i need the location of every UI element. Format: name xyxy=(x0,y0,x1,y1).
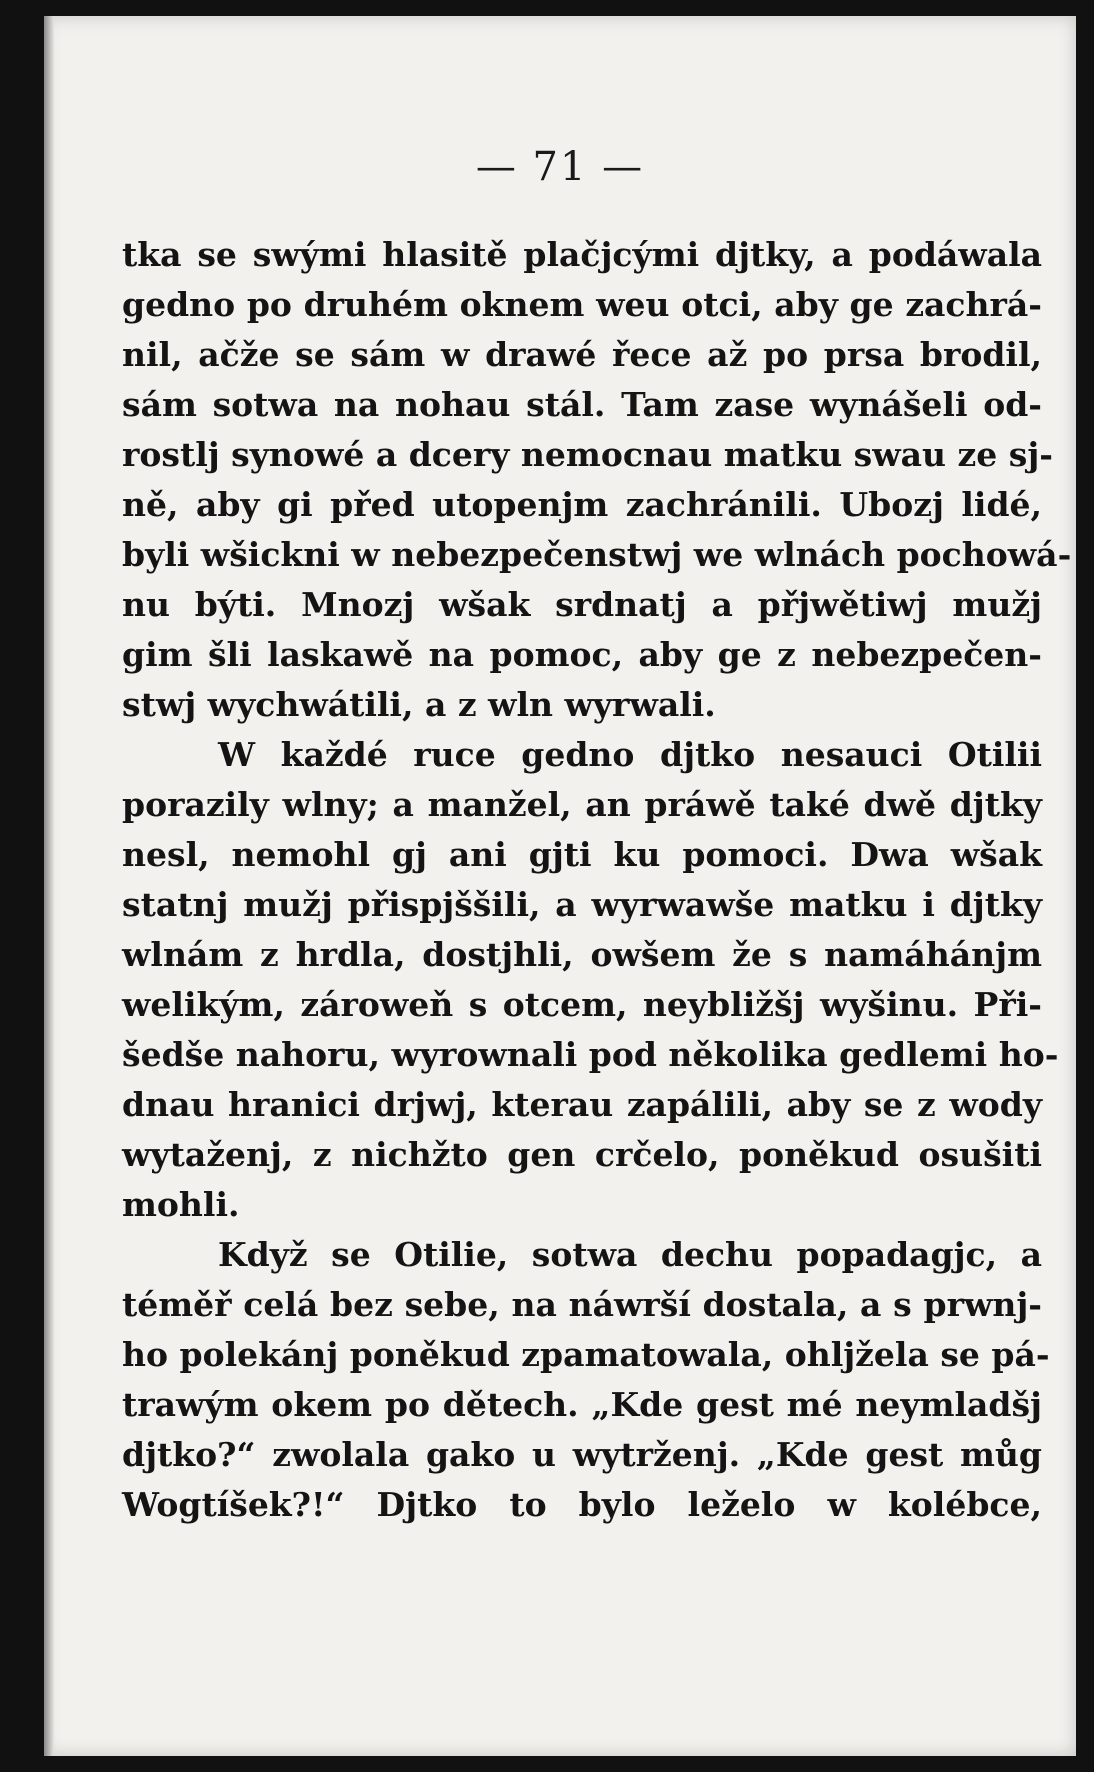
text-line: Wogtíšek?!“ Djtko to bylo leželo w kolébce, xyxy=(122,1485,1042,1524)
text-line: gedno po druhém oknem weu otci, aby ge zachrá- xyxy=(122,285,1042,324)
text-line: tka se swými hlasitě plačjcými djtky, a podáwala xyxy=(122,235,1042,274)
text-line: porazily wlny; a manžel, an práwě také dwě djtky xyxy=(122,785,1042,824)
text-line: rostlj synowé a dcery nemocnau matku swau ze sj- xyxy=(122,435,1053,474)
text-line: welikým, zároweň s otcem, neybližšj wyšinu. Při- xyxy=(122,985,1042,1024)
text-line: šedše nahoru, wyrownali pod několika gedlemi ho- xyxy=(122,1035,1059,1074)
text-line: téměř celá bez sebe, na náwrší dostala, a s prwnj- xyxy=(122,1285,1042,1324)
text-line: dnau hranici drjwj, kterau zapálili, aby se z wody xyxy=(122,1085,1042,1124)
text-line: byli wšickni w nebezpečenstwj we wlnách pochowá- xyxy=(122,535,1072,574)
text-line: nil, ačže se sám w drawé řece až po prsa brodil, xyxy=(122,335,1042,374)
text-line: gim šli laskawě na pomoc, aby ge z nebezpečen- xyxy=(122,635,1042,674)
text-line: trawým okem po dětech. „Kde gest mé neymladšj xyxy=(122,1385,1042,1424)
text-line: wytaženj, z nichžto gen crčelo, poněkud osušiti xyxy=(122,1135,1042,1174)
text-line: Když se Otilie, sotwa dechu popadagjc, a xyxy=(218,1235,1042,1274)
text-line: ho polekánj poněkud zpamatowala, ohljžela se pá- xyxy=(122,1335,1050,1374)
text-line: ně, aby gi před utopenjm zachránili. Ubozj lidé, xyxy=(122,485,1042,524)
text-line: nu býti. Mnozj wšak srdnatj a přjwětiwj mužj xyxy=(122,585,1042,624)
text-line: nesl, nemohl gj ani gjti ku pomoci. Dwa wšak xyxy=(122,835,1042,874)
page-gutter-shadow xyxy=(44,16,54,1756)
body-text xyxy=(122,230,1072,1530)
text-line: statnj mužj přispjššili, a wyrwawše matku i djtky xyxy=(122,885,1042,924)
page-number: — 71 — xyxy=(475,144,645,190)
text-line: W každé ruce gedno djtko nesauci Otilii xyxy=(218,735,1042,774)
book-page xyxy=(44,16,1076,1756)
text-line: djtko?“ zwolala gako u wytrženj. „Kde gest můg xyxy=(122,1435,1042,1474)
text-line: wlnám z hrdla, dostjhli, owšem že s namáhánjm xyxy=(122,935,1042,974)
text-line: stwj wychwátili, a z wln wyrwali. xyxy=(122,685,716,724)
text-line: sám sotwa na nohau stál. Tam zase wynášeli od- xyxy=(122,385,1042,424)
text-line: mohli. xyxy=(122,1185,240,1224)
